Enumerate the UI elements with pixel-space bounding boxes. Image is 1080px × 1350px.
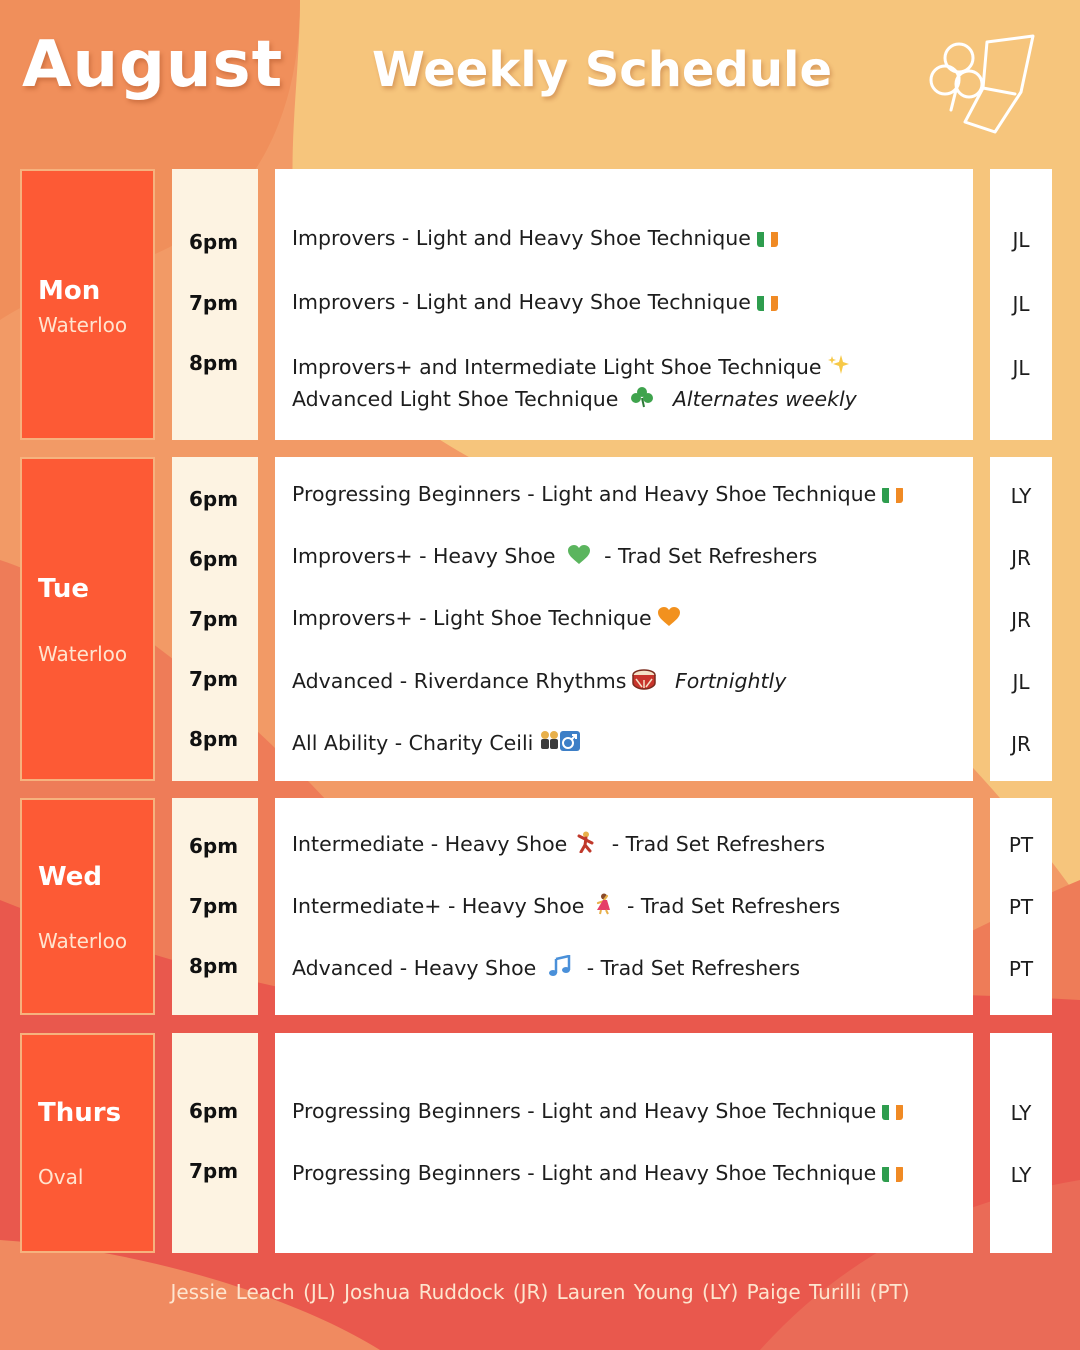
class-title: Advanced - Riverdance Rhythms xyxy=(292,669,627,693)
class-note: Alternates weekly xyxy=(672,387,857,411)
class-item xyxy=(292,730,581,755)
schedule-title: Weekly Schedule xyxy=(372,42,833,98)
day-location: Waterloo xyxy=(38,929,128,953)
day-cell-tue xyxy=(20,457,155,781)
man-dancing-icon xyxy=(575,831,597,853)
class-item xyxy=(292,226,778,250)
day-cell-thurs xyxy=(20,1033,155,1253)
month-title: August xyxy=(22,28,284,102)
class-title: Improvers+ and Intermediate Light Shoe Technique xyxy=(292,355,822,379)
class-time: 8pm xyxy=(189,727,239,751)
tutor-initials: JR xyxy=(1011,608,1031,632)
irish-flag-icon xyxy=(882,1165,903,1182)
classes-column-wed xyxy=(275,798,973,1015)
tutor-initials: LY xyxy=(1010,1101,1032,1125)
day-location: Oval xyxy=(38,1165,84,1189)
tutor-column-thurs xyxy=(990,1033,1052,1253)
shamrock-icon xyxy=(630,386,654,408)
class-time: 8pm xyxy=(189,954,239,978)
class-time: 8pm xyxy=(189,351,239,375)
tutor-initials: JR xyxy=(1011,546,1031,570)
class-suffix: - Trad Set Refreshers xyxy=(626,894,841,918)
class-item-alt xyxy=(292,386,857,411)
classes-column-tue xyxy=(275,457,973,781)
class-title: Improvers+ - Heavy Shoe xyxy=(292,544,556,568)
music-notes-icon xyxy=(548,955,572,977)
tutor-initials: JR xyxy=(1011,732,1031,756)
class-item xyxy=(292,668,786,693)
class-item xyxy=(292,893,840,918)
tutor-initials: JL xyxy=(1012,670,1030,694)
class-title: Improvers+ - Light Shoe Technique xyxy=(292,606,652,630)
class-title: Advanced - Heavy Shoe xyxy=(292,956,537,980)
class-title: Progressing Beginners - Light and Heavy Shoe Technique xyxy=(292,1161,877,1185)
day-location: Waterloo xyxy=(38,313,128,337)
drum-icon xyxy=(632,668,656,690)
classes-column-mon xyxy=(275,169,973,440)
time-column-wed xyxy=(172,798,258,1015)
woman-dancing-icon xyxy=(592,893,614,915)
tutor-initials: LY xyxy=(1010,484,1032,508)
class-title: Improvers - Light and Heavy Shoe Technique xyxy=(292,226,751,250)
time-column-mon xyxy=(172,169,258,440)
day-name: Wed xyxy=(38,862,102,892)
class-time: 7pm xyxy=(189,1159,239,1183)
tutor-column-mon xyxy=(990,169,1052,440)
tutor-initials: JL xyxy=(1012,292,1030,316)
class-title: Advanced Light Shoe Technique xyxy=(292,387,619,411)
tutor-initials: LY xyxy=(1010,1163,1032,1187)
day-name: Mon xyxy=(38,276,101,306)
orange-heart-icon xyxy=(658,607,680,627)
class-item xyxy=(292,1161,903,1185)
class-time: 6pm xyxy=(189,1099,239,1123)
tutor-initials: JL xyxy=(1012,228,1030,252)
irish-flag-icon xyxy=(882,1103,903,1120)
tutor-initials: JL xyxy=(1012,356,1030,380)
class-item xyxy=(292,955,800,980)
class-title: All Ability - Charity Ceili xyxy=(292,731,534,755)
irish-flag-icon xyxy=(757,294,778,311)
tutor-legend: Jessie Leach (JL) Joshua Ruddock (JR) Lauren Young (LY) Paige Turilli (PT) xyxy=(170,1280,910,1304)
class-title: Intermediate+ - Heavy Shoe xyxy=(292,894,585,918)
class-time: 7pm xyxy=(189,291,239,315)
classes-column-thurs xyxy=(275,1033,973,1253)
class-item xyxy=(292,354,850,379)
class-item xyxy=(292,482,903,506)
day-location: Waterloo xyxy=(38,642,128,666)
class-item xyxy=(292,290,778,314)
class-suffix: - Trad Set Refreshers xyxy=(604,544,818,568)
class-time: 6pm xyxy=(189,834,239,858)
tutor-initials: PT xyxy=(1008,895,1034,919)
class-time: 7pm xyxy=(189,894,239,918)
day-name: Thurs xyxy=(38,1098,122,1128)
class-item xyxy=(292,831,825,856)
class-time: 6pm xyxy=(189,487,239,511)
tutor-column-wed xyxy=(990,798,1052,1015)
irish-flag-icon xyxy=(882,486,903,503)
class-title: Intermediate - Heavy Shoe xyxy=(292,832,568,856)
class-time: 6pm xyxy=(189,230,239,254)
dancing-people-icon xyxy=(539,730,581,752)
sparkles-icon xyxy=(828,354,850,376)
irish-flag-icon xyxy=(757,230,778,247)
time-column-thurs xyxy=(172,1033,258,1253)
class-title: Progressing Beginners - Light and Heavy Shoe Technique xyxy=(292,1099,877,1123)
time-column-tue xyxy=(172,457,258,781)
shamrock-shoe-icon xyxy=(925,28,1043,136)
class-suffix: - Trad Set Refreshers xyxy=(611,832,826,856)
class-time: 7pm xyxy=(189,667,239,691)
class-item xyxy=(292,1099,903,1123)
day-cell-wed xyxy=(20,798,155,1015)
tutor-column-tue xyxy=(990,457,1052,781)
class-time: 7pm xyxy=(189,607,239,631)
class-time: 6pm xyxy=(189,547,239,571)
class-suffix: - Trad Set Refreshers xyxy=(586,956,801,980)
class-item xyxy=(292,544,817,568)
day-name: Tue xyxy=(38,574,90,604)
tutor-initials: PT xyxy=(1008,833,1034,857)
tutor-initials: PT xyxy=(1008,957,1034,981)
day-cell-mon xyxy=(20,169,155,440)
class-item xyxy=(292,606,680,630)
class-note: Fortnightly xyxy=(675,669,787,693)
green-heart-icon xyxy=(568,545,590,565)
class-title: Improvers - Light and Heavy Shoe Technique xyxy=(292,290,751,314)
class-title: Progressing Beginners - Light and Heavy Shoe Technique xyxy=(292,482,877,506)
